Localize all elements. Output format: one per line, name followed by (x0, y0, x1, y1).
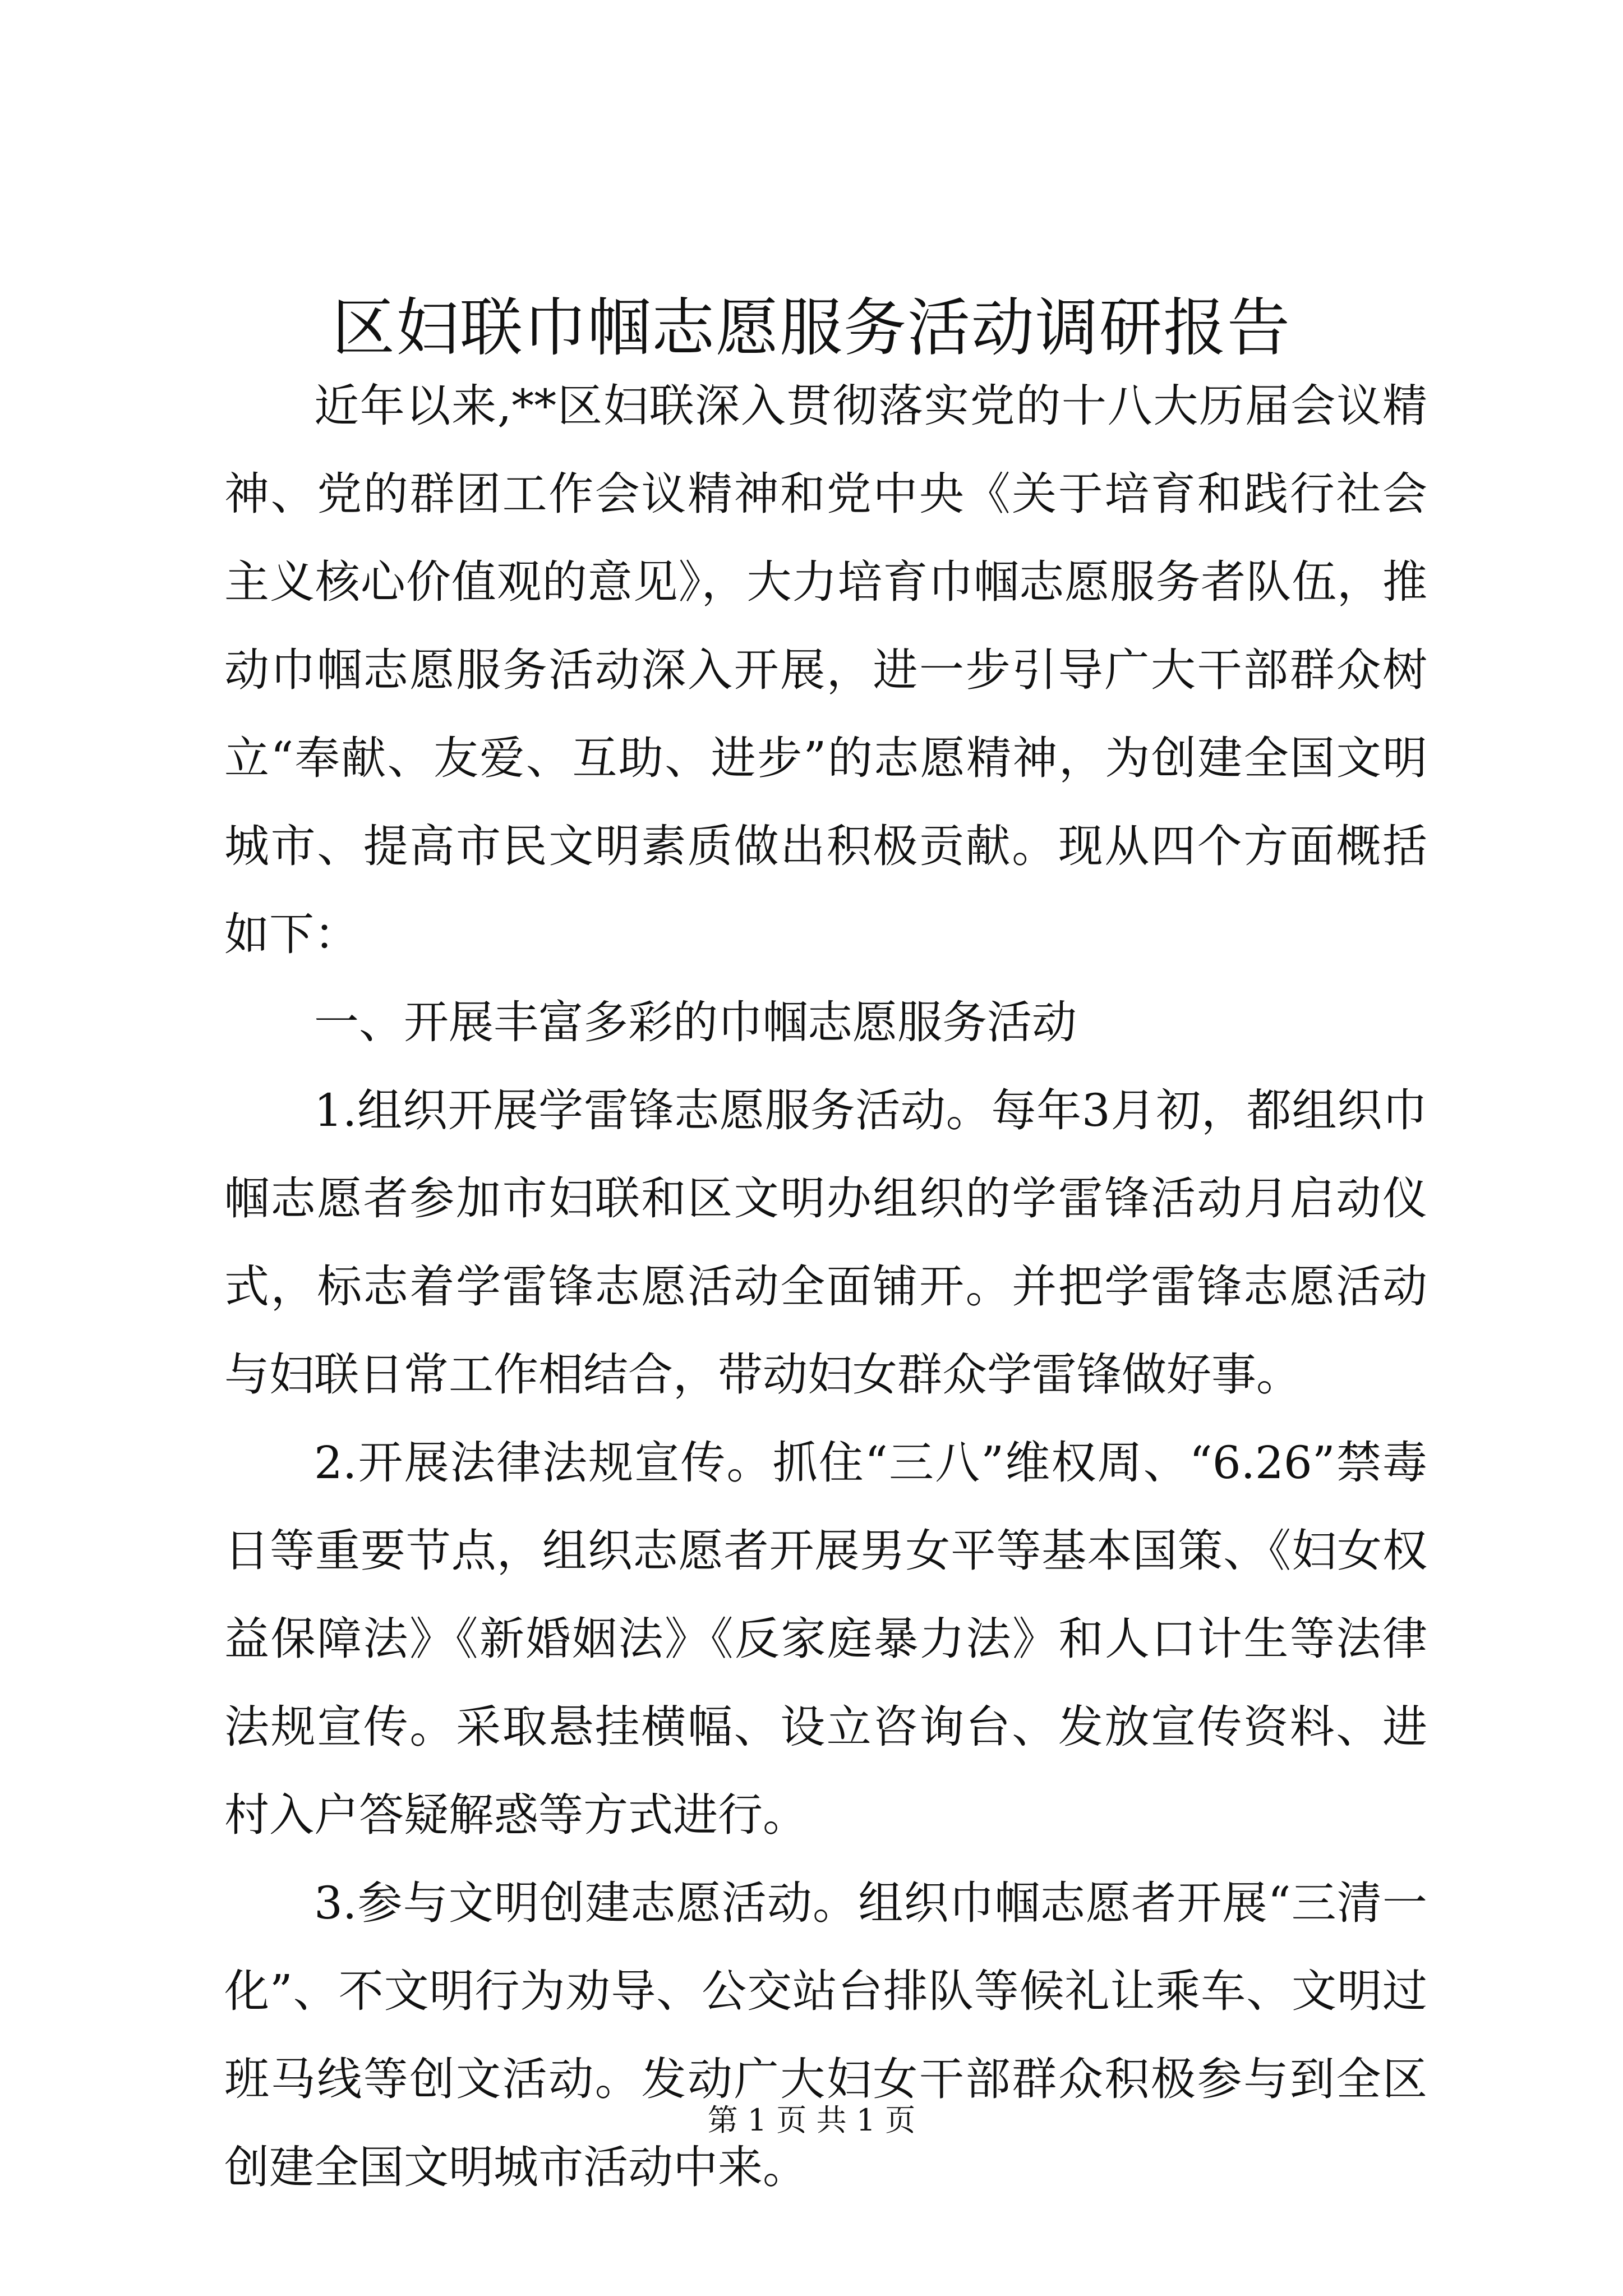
paragraph-intro: 近年以来,**区妇联深入贯彻落实党的十八大历届会议精神、党的群团工作会议精神和党中央《关于培育和践行社会主义核心价值观的意见》，大力培育巾帼志愿服务者队伍，推动巾帼志愿服务活动深入开展，进一步引导广大干部群众树立“奉献、友爱、互助、进步”的志愿精神，为创建全国文明城市、提高市民文明素质做出积极贡献。现从四个方面概括如下： (224, 380, 1427, 960)
paragraph-item-3: 3.参与文明创建志愿活动。组织巾帼志愿者开展“三清一化”、不文明行为劝导、公交站台排队等候礼让乘车、文明过班马线等创文活动。发动广大妇女干部群众积极参与到全区创建全国文明城市活动中来。 (224, 1877, 1427, 2193)
paragraph-item-1: 1.组织开展学雷锋志愿服务活动。每年3月初，都组织巾帼志愿者参加市妇联和区文明办组织的学雷锋活动月启动仪式，标志着学雷锋志愿活动全面铺开。并把学雷锋志愿活动与妇联日常工作相结合，带动妇女群众学雷锋做好事。 (224, 1084, 1427, 1401)
paragraph-item-2: 2.开展法律法规宣传。抓住“三八”维权周、“6.26”禁毒日等重要节点，组织志愿者开展男女平等基本国策、《妇女权益保障法》《新婚姻法》《反家庭暴力法》和人口计生等法律法规宣传。采取悬挂横幅、设立咨询台、发放宣传资料、进村入户答疑解惑等方式进行。 (224, 1437, 1427, 1841)
section-heading-1: 一、开展丰富多彩的巾帼志愿服务活动 (314, 996, 1077, 1048)
document-body (224, 362, 1427, 2211)
page-number-footer: 第 1 页 共 1 页 (707, 2102, 916, 2138)
document-title: 区妇联巾帼志愿服务活动调研报告 (332, 292, 1291, 365)
